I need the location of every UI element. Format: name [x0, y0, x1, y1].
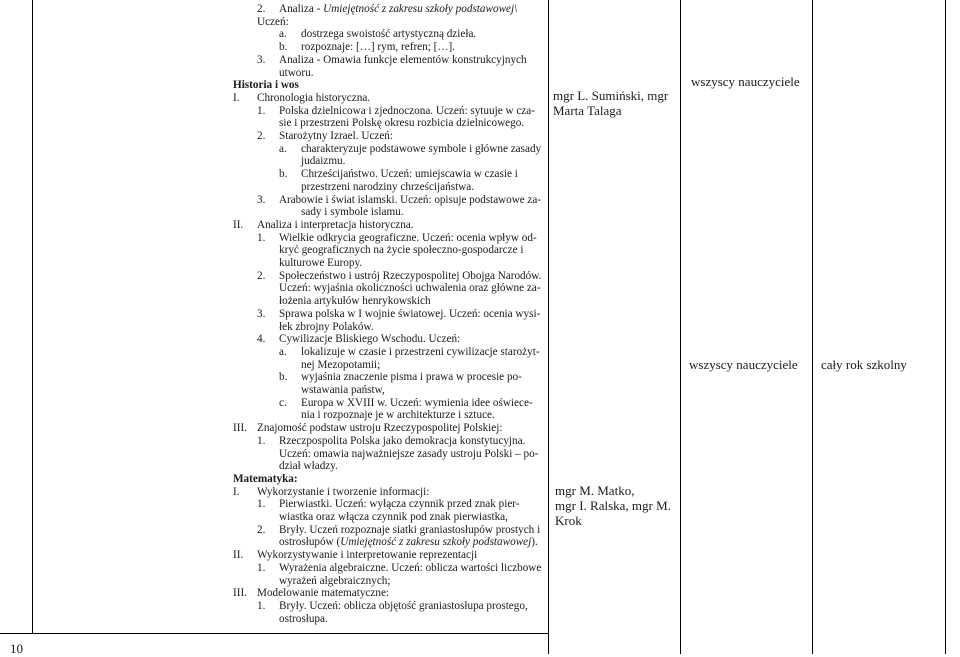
line-text: wstawania państw, — [301, 384, 385, 396]
line-text: kryć geograficznych na życie społeczno-gospodarcze i — [279, 244, 524, 257]
content-line — [301, 28, 476, 41]
content-line — [279, 600, 528, 613]
line-text: wyjaśnia znaczenie pisma i prawa w procesie po- — [301, 371, 522, 384]
table-border-right — [945, 0, 946, 654]
content-line — [257, 16, 289, 29]
list-marker: 1. — [257, 498, 266, 511]
line-text: Chrześcijaństwo. Uczeń: umiejscawia w czasie i — [301, 168, 518, 181]
content-line — [279, 295, 431, 308]
content-line — [279, 117, 524, 130]
list-marker: a. — [279, 142, 287, 155]
content-line — [279, 333, 460, 346]
line-text-italic: Umiejętność z zakresu szkoły podstawowej — [340, 536, 532, 549]
content-line — [301, 384, 385, 397]
line-text: Matematyka: — [233, 472, 298, 485]
content-line — [279, 524, 540, 537]
line-text: Bryły. Uczeń: oblicza objętość graniastosłupa prostego, — [279, 599, 528, 612]
teacher-line: mgr L. Sumiński, mgr — [553, 88, 669, 103]
content-line — [279, 194, 541, 207]
content-line — [279, 575, 391, 588]
content-line — [279, 270, 541, 283]
list-marker: 4. — [257, 333, 266, 346]
content-line — [279, 536, 538, 549]
line-text: Arabowie i świat islamski. Uczeń: opisuje podstawowe za- — [279, 193, 541, 206]
list-marker: 1. — [257, 434, 266, 447]
line-text: lokalizuje w czasie i przestrzeni cywilizacje starożyt- — [301, 345, 540, 358]
content-line — [257, 92, 370, 105]
line-text-tail: ). — [531, 536, 538, 549]
line-text: sie i przestrzeni Polskę okresu rozbicia dzielnicowego. — [279, 117, 525, 130]
line-text: Wyrażenia algebraiczne. Uczeń: oblicza wartości liczbowe — [279, 561, 542, 574]
list-marker: I. — [233, 91, 240, 104]
row-divider — [0, 633, 548, 634]
line-text: Analiza - — [279, 3, 324, 15]
line-text-italic: Umiejętność z zakresu szkoły podstawowej\ — [323, 3, 518, 15]
list-marker: 2. — [257, 269, 266, 282]
list-marker: I. — [233, 485, 240, 498]
content-line — [301, 409, 495, 422]
list-marker: c. — [279, 396, 287, 409]
content-line — [279, 257, 362, 270]
line-text: Pierwiastki. Uczeń: wyłącza czynnik przed znak pier- — [279, 498, 520, 511]
content-line — [279, 67, 314, 80]
content-line — [279, 282, 541, 295]
list-marker: 1. — [257, 561, 266, 574]
column-divider-2 — [680, 0, 681, 654]
content-line — [279, 562, 541, 575]
content-line — [301, 143, 541, 156]
content-line — [301, 397, 533, 410]
line-text: dostrzega swoistość artystyczną dzieła. — [301, 28, 477, 41]
line-text: ostrosłupów ( — [279, 536, 341, 549]
list-marker: III. — [233, 422, 247, 435]
line-text: Starożytny Izrael. Uczeń: — [279, 130, 393, 142]
content-line — [301, 155, 345, 168]
list-marker: b. — [279, 41, 288, 54]
line-text: ostrosłupa. — [279, 612, 328, 625]
content-line — [279, 448, 538, 461]
content-line — [257, 549, 477, 562]
line-text: Modelowanie matematyczne: — [257, 587, 390, 600]
line-text: sady i symbole islamu. — [301, 206, 404, 219]
content-line — [257, 422, 502, 435]
line-text: przestrzeni narodziny chrześcijaństwa. — [301, 180, 475, 193]
list-marker: b. — [279, 371, 288, 384]
content-line — [257, 486, 429, 499]
column-divider-3 — [812, 0, 813, 654]
content-line — [279, 244, 523, 257]
line-text: charakteryzuje podstawowe symbole i główne zasady — [301, 142, 542, 155]
list-marker: b. — [279, 168, 288, 181]
content-line — [301, 359, 380, 372]
line-text: Historia i wos — [233, 79, 299, 92]
section-heading — [233, 473, 298, 486]
teacher-line: Krok — [555, 513, 582, 528]
content-line — [301, 41, 455, 54]
line-text: nia i rozpoznaje je w architekturze i sztuce. — [301, 409, 495, 422]
section-heading — [233, 79, 299, 92]
line-text: rozpoznaje: […] rym, refren; […]. — [301, 41, 456, 54]
line-text: Polska dzielnicowa i zjednoczona. Uczeń: sytuuje w cza- — [279, 104, 535, 117]
line-text: Cywilizacje Bliskiego Wschodu. Uczeń: — [279, 333, 461, 346]
column-divider-1 — [548, 0, 549, 654]
line-text: Uczeń: wyjaśnia okoliczności uchwalenia oraz główne za- — [279, 282, 541, 295]
content-line — [279, 613, 328, 626]
line-text: kulturowe Europy. — [279, 257, 363, 269]
content-line — [279, 54, 527, 67]
line-text: judaizmu. — [301, 155, 346, 168]
line-text: Wykorzystywanie i interpretowanie reprezentacji — [257, 549, 478, 562]
line-text: Wykorzystanie i tworzenie informacji: — [257, 485, 430, 498]
line-text: łożenia artykułów henrykowskich — [279, 295, 431, 308]
content-line — [279, 105, 535, 118]
teacher-line: mgr M. Matko, — [555, 483, 635, 498]
teacher-line: Marta Talaga — [553, 103, 622, 118]
line-text: Analiza - Omawia funkcje elementów konstrukcyjnych — [279, 53, 527, 66]
line-text: nej Mezopotamii; — [301, 358, 381, 371]
line-text: utworu. — [279, 66, 314, 79]
term-cell: cały rok szkolny — [821, 357, 907, 372]
list-marker: a. — [279, 345, 287, 358]
content-line — [279, 232, 537, 245]
content-line — [301, 168, 518, 181]
list-marker: II. — [233, 549, 244, 562]
content-line — [257, 219, 414, 232]
list-marker: 2. — [257, 130, 266, 142]
list-marker: 1. — [257, 104, 266, 117]
line-text: Znajomość podstaw ustroju Rzeczypospolitej Polskiej: — [257, 422, 503, 435]
table-border-left — [32, 0, 33, 633]
line-text: Sprawa polska w I wojnie światowej. Uczeń: ocenia wysi- — [279, 307, 541, 320]
line-text: Analiza i interpretacja historyczna. — [257, 218, 414, 231]
line-text: Uczeń: — [257, 15, 289, 28]
line-text: dział władzy. — [279, 460, 338, 473]
list-marker: III. — [233, 587, 247, 600]
teacher-line: mgr I. Ralska, mgr M. — [555, 498, 671, 513]
content-line — [279, 511, 508, 524]
line-text: Bryły. Uczeń rozpoznaje siatki graniastosłupów prostych i — [279, 523, 541, 536]
list-marker: 3. — [257, 193, 266, 206]
content-line — [279, 321, 374, 334]
line-text: Rzeczpospolita Polska jako demokracja konstytucyjna. — [279, 434, 526, 447]
participants-cell-top: wszyscy nauczyciele — [691, 74, 800, 89]
list-marker: II. — [233, 218, 244, 231]
list-marker: 3. — [257, 307, 266, 320]
list-marker: 1. — [257, 231, 266, 244]
list-marker: 2. — [257, 523, 266, 536]
line-text: Społeczeństwo i ustrój Rzeczypospolitej Obojga Narodów. — [279, 269, 542, 282]
list-marker: 1. — [257, 599, 266, 612]
content-line — [279, 435, 525, 448]
list-marker: 2. — [257, 3, 266, 15]
content-line — [279, 3, 517, 16]
line-text: łek zbrojny Polaków. — [279, 320, 374, 333]
line-text: wiastka oraz włącza czynnik pod znak pierwiastka, — [279, 511, 508, 523]
list-marker: 3. — [257, 53, 266, 66]
content-line — [301, 181, 474, 194]
line-text: wyrażeń algebraicznych; — [279, 574, 391, 587]
teacher-cell-math — [555, 483, 671, 528]
content-line — [301, 371, 522, 384]
content-line — [257, 587, 389, 600]
line-text: Uczeń: omawia najważniejsze zasady ustroju Polski – po- — [279, 447, 539, 460]
content-line — [301, 346, 540, 359]
line-text: Wielkie odkrycia geograficzne. Uczeń: ocenia wpływ od- — [279, 231, 537, 244]
line-text: Europa w XVIII w. Uczeń: wymienia idee oświece- — [301, 396, 533, 409]
teacher-cell-history — [553, 88, 668, 118]
page-number: 10 — [10, 641, 23, 656]
content-line — [301, 206, 404, 219]
content-line — [279, 498, 520, 511]
list-marker: a. — [279, 28, 287, 41]
content-line — [279, 130, 393, 143]
content-line — [279, 308, 540, 321]
participants-cell: wszyscy nauczyciele — [689, 357, 798, 372]
content-line — [279, 460, 338, 473]
line-text: Chronologia historyczna. — [257, 91, 371, 104]
